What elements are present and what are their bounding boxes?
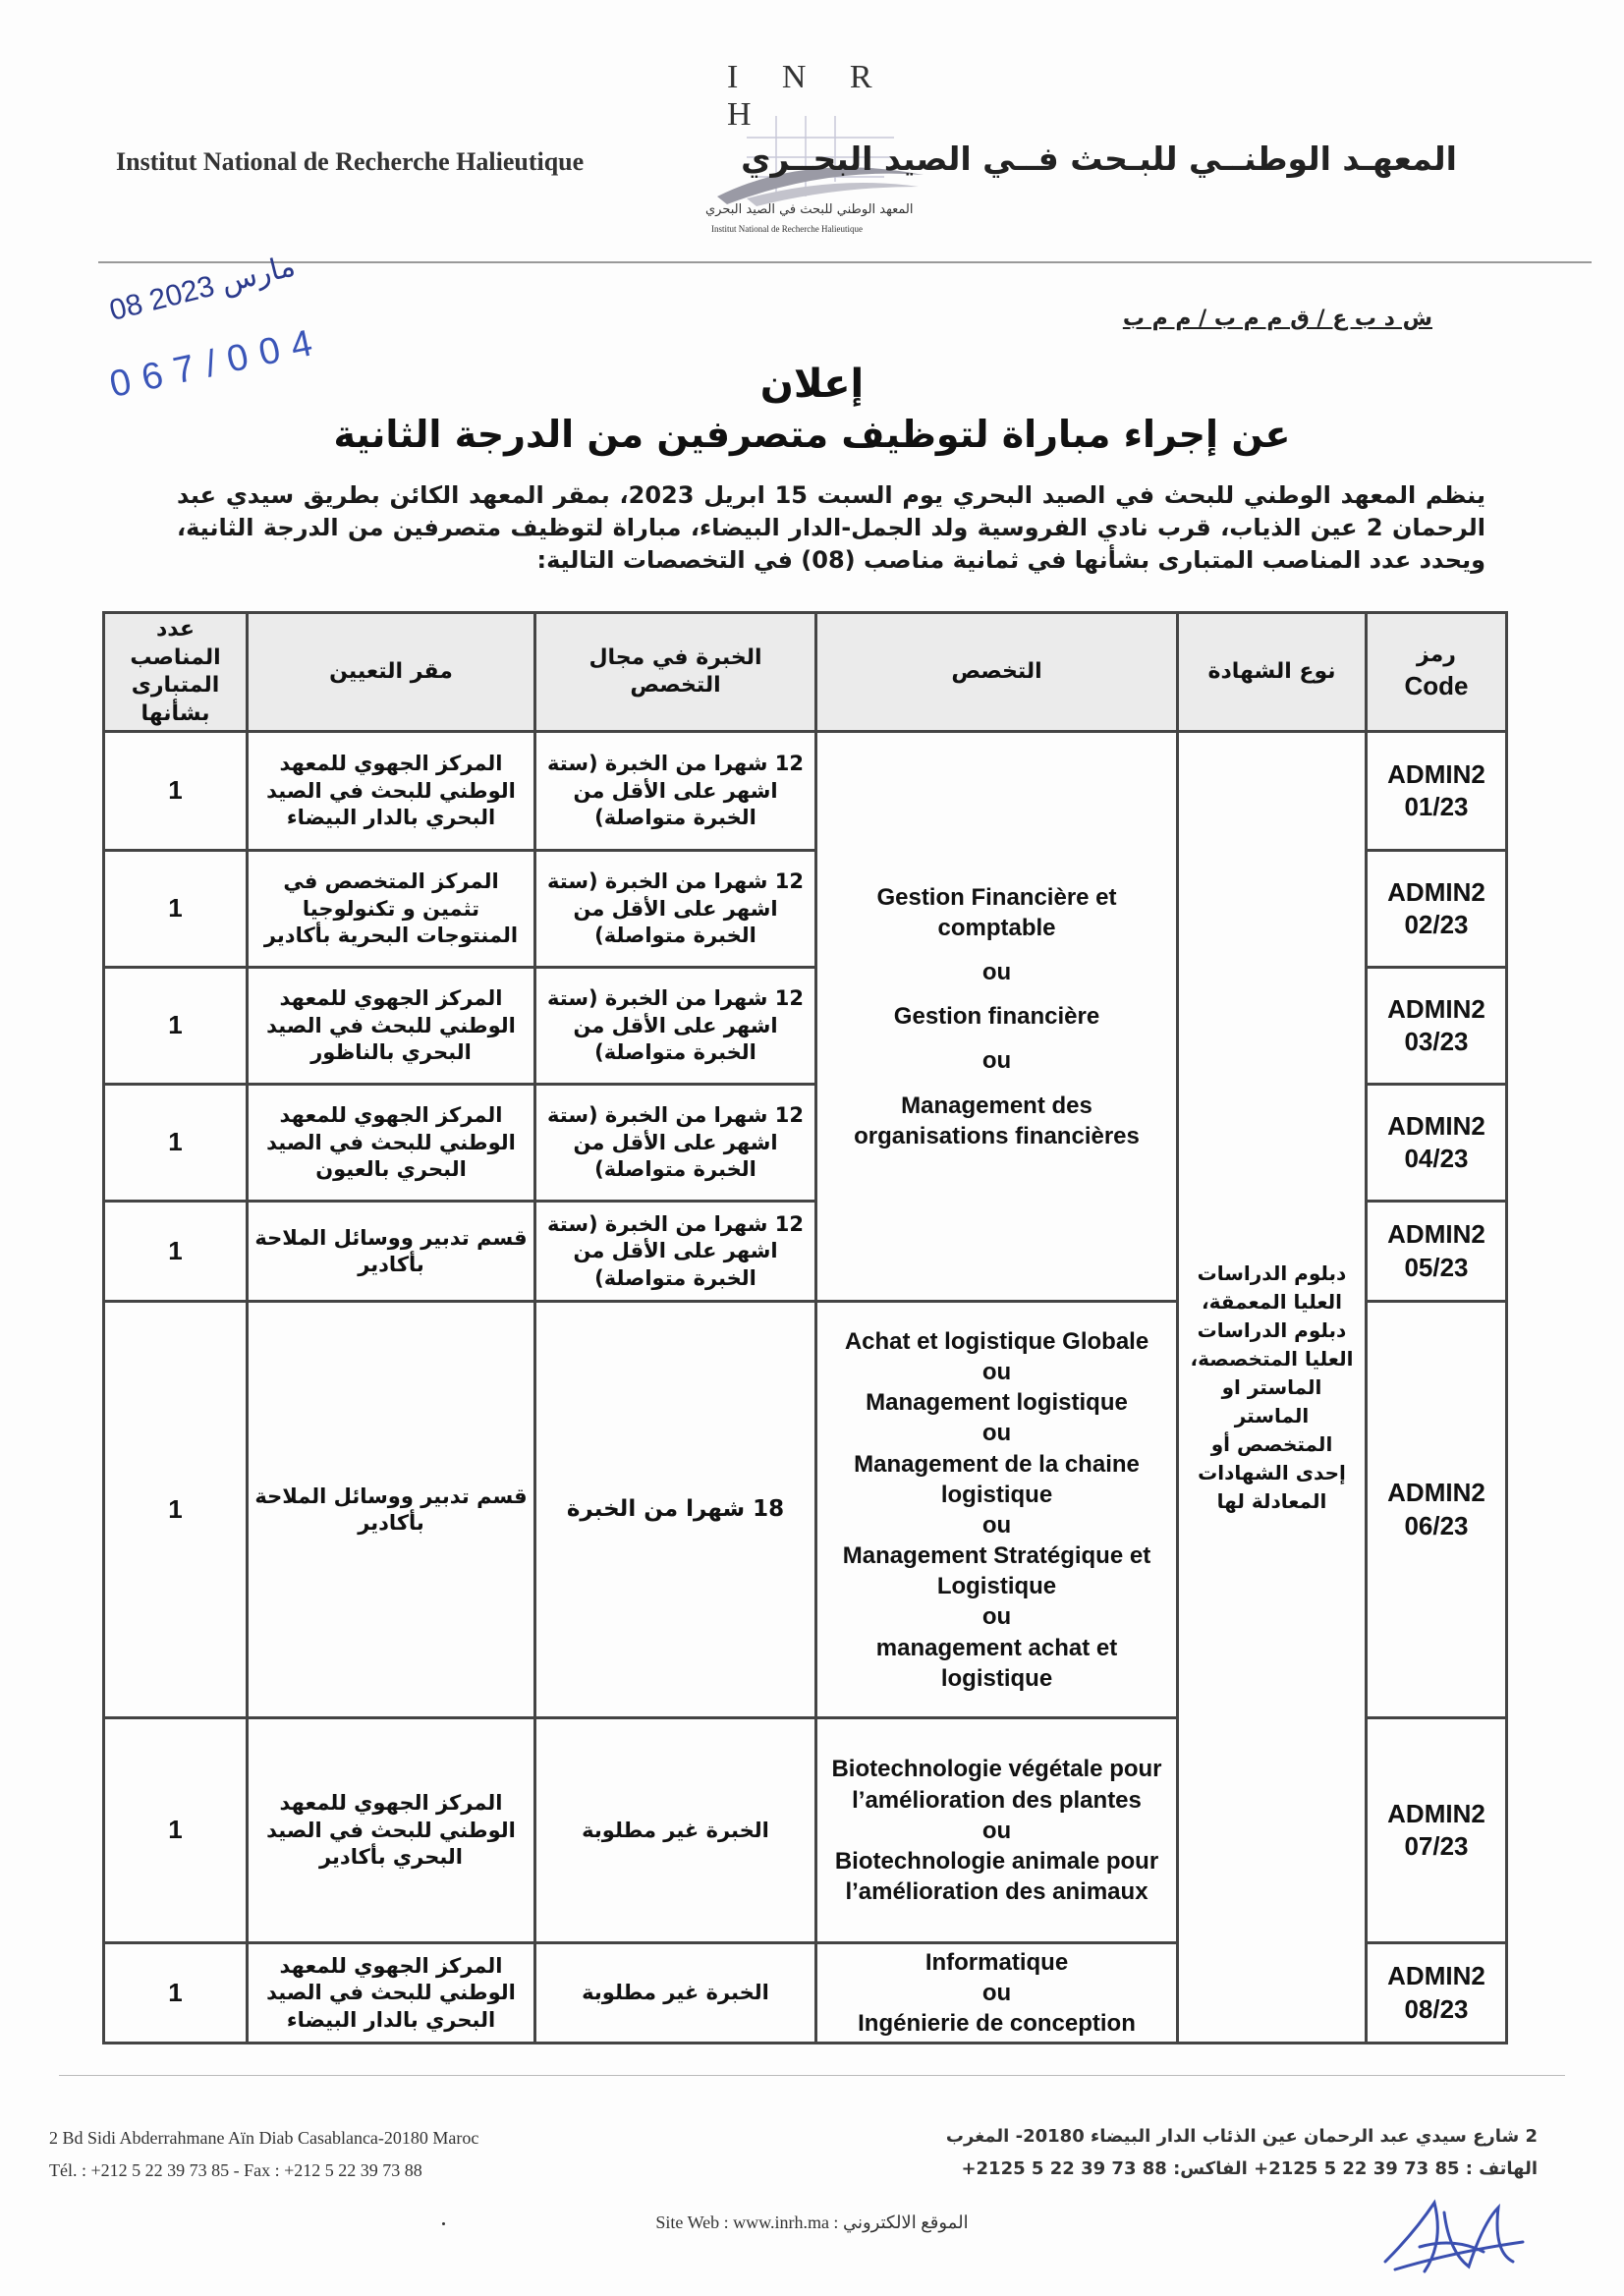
code-cell: ADMIN2 04/23 [1367, 1085, 1507, 1202]
specialty-line: Gestion financière [893, 1003, 1100, 1031]
footer-website: Site Web : www.inrh.ma : الموقع الالكتروني [655, 2212, 969, 2232]
stray-dot [442, 2222, 445, 2225]
positions-cell: 1 [104, 1202, 248, 1302]
logo-text-fr: Institut National de Recherche Halieutique [711, 224, 863, 234]
institute-name-ar: المعهـد الوطنــي للبـحث فــي الصيد البحــري [741, 140, 1457, 178]
specialty-line: Biotechnologie animale pour l’amélioration des animaux [834, 1847, 1159, 1906]
code-cell: ADMIN2 03/23 [1367, 968, 1507, 1085]
stamp-number: 067/004 [106, 319, 328, 407]
positions-cell: 1 [104, 1085, 248, 1202]
logo-graphic [688, 59, 933, 206]
positions-cell: 1 [104, 968, 248, 1085]
footer-contact-ar [946, 2120, 1538, 2185]
location-cell: المركز المتخصص في تثمين و تكنولوجيا المنتوجات البحرية بأكادير [248, 851, 535, 968]
code-cell: ADMIN2 07/23 [1367, 1718, 1507, 1943]
institute-name-fr: Institut National de Recherche Halieutique [116, 147, 585, 176]
footer-address-fr: 2 Bd Sidi Abderrahmane Aïn Diab Casablanca-20180 Maroc [49, 2128, 479, 2148]
announcement-subtitle: عن إجراء مباراة لتوظيف متصرفين من الدرجة الثانية [333, 413, 1291, 456]
diploma-cell: دبلوم الدراسات العليا المعمقة، دبلوم الدراسات العليا المتخصصة، الماستر او الماستر المتخصص أو إحدى الشهادات المعادلة لها [1178, 732, 1367, 2044]
specialty-line: Informatique [924, 1949, 1069, 1977]
specialty-or: ou [981, 1047, 1012, 1075]
experience-cell: 12 شهرا من الخبرة (ستة اشهر على الأقل من الخبرة متواصلة) [535, 732, 816, 851]
header-diploma: نوع الشهادة [1178, 613, 1367, 732]
positions-table [102, 611, 1508, 2044]
experience-cell: 12 شهرا من الخبرة (ستة اشهر على الأقل من الخبرة متواصلة) [535, 968, 816, 1085]
header-location: مقر التعيين [248, 613, 535, 732]
header-divider [98, 261, 1592, 263]
specialty-line: Achat et logistique Globale [844, 1327, 1149, 1355]
specialty-cell-biotech [816, 1718, 1178, 1943]
specialty-or: ou [981, 1420, 1012, 1447]
code-cell: ADMIN2 08/23 [1367, 1943, 1507, 2044]
specialty-or: ou [981, 1603, 1012, 1631]
footer-contact-fr [49, 2122, 478, 2187]
code-cell: ADMIN2 05/23 [1367, 1202, 1507, 1302]
header-code-fr: Code [1404, 670, 1469, 700]
location-cell: المركز الجهوي للمعهد الوطني للبحث في الصيد البحري بالدار البيضاء [248, 732, 535, 851]
location-cell: المركز الجهوي للمعهد الوطني للبحث في الصيد البحري بالعيون [248, 1085, 535, 1202]
specialty-line: Gestion Financière et comptable [876, 883, 1117, 941]
positions-cell: 1 [104, 1718, 248, 1943]
footer-phone-ar: الهاتف : 85 73 39 22 5 2125+ الفاكس: 88 73 39 22 5 2125+ [961, 2158, 1538, 2179]
positions-cell: 1 [104, 851, 248, 968]
specialty-or: ou [981, 959, 1012, 986]
footer-divider [59, 2075, 1565, 2076]
positions-cell: 1 [104, 1302, 248, 1718]
specialty-or: ou [981, 1511, 1012, 1539]
location-cell: المركز الجهوي للمعهد الوطني للبحث في الصيد البحري بأكادير [248, 1718, 535, 1943]
location-cell: قسم تدبير ووسائل الملاحة بأكادير [248, 1202, 535, 1302]
header-code-ar: رمز [1417, 642, 1456, 667]
specialty-line: Management logistique [866, 1389, 1128, 1417]
positions-cell: 1 [104, 732, 248, 851]
intro-paragraph: ينظم المعهد الوطني للبحث في الصيد البحري يوم السبت 15 ابريل 2023، بمقر المعهد الكائن بطريق سيدي عبد الرحمان 2 عين الذياب، قرب نادي الفروسية ولد الجمل-الدار البيضاء، مباراة لتوظيف متصرفين من الدرجة الثانية، ويحدد عدد المناصب المتبارى بشأنها في ثمانية مناصب (08) في التخصصات التالية: [177, 481, 1485, 574]
code-cell: ADMIN2 02/23 [1367, 851, 1507, 968]
location-cell: المركز الجهوي للمعهد الوطني للبحث في الصيد البحري بالناظور [248, 968, 535, 1085]
footer-address-ar: 2 شارع سيدي عبد الرحمان عين الذئاب الدار البيضاء 20180- المغرب [945, 2126, 1538, 2147]
specialty-line: Management des organisations financières [854, 1092, 1140, 1149]
specialty-line: Ingénierie de conception [858, 2010, 1136, 2038]
experience-cell: 18 شهرا من الخبرة [535, 1302, 816, 1718]
experience-cell: الخبرة غير مطلوبة [535, 1718, 816, 1943]
specialty-cell-finance [816, 732, 1178, 1302]
specialty-or: ou [981, 1358, 1012, 1385]
location-cell: المركز الجهوي للمعهد الوطني للبحث في الصيد البحري بالدار البيضاء [248, 1943, 535, 2044]
footer-phone-fr: Tél. : +212 5 22 39 73 85 - Fax : +212 5 22 39 73 88 [49, 2160, 422, 2180]
header-positions: عدد المناصب المتبارى بشأنها [104, 613, 248, 732]
experience-cell: الخبرة غير مطلوبة [535, 1943, 816, 2044]
experience-cell: 12 شهرا من الخبرة (ستة اشهر على الأقل من الخبرة متواصلة) [535, 1202, 816, 1302]
specialty-cell-logistics [816, 1302, 1178, 1718]
location-cell: قسم تدبير ووسائل الملاحة بأكادير [248, 1302, 535, 1718]
specialty-line: Management de la chaine logistique [854, 1450, 1140, 1508]
specialty-or: ou [981, 1980, 1012, 2007]
specialty-line: Management Stratégique et Logistique [842, 1542, 1151, 1600]
logo-letters: I N R H [727, 59, 890, 133]
header-experience: الخبرة في مجال التخصص [535, 613, 816, 732]
specialty-line: management achat et logistique [875, 1634, 1118, 1692]
specialty-cell-info [816, 1943, 1178, 2044]
table-header-row [104, 613, 1507, 732]
stamp-date: 08 مارس 2023 [106, 250, 299, 327]
announcement-title: إعلان [759, 362, 865, 407]
reference-code: ش د ب ع / ق م م ب / م م ب [1122, 307, 1432, 331]
code-cell: ADMIN2 06/23 [1367, 1302, 1507, 1718]
experience-cell: 12 شهرا من الخبرة (ستة اشهر على الأقل من الخبرة متواصلة) [535, 851, 816, 968]
specialty-line: Biotechnologie végétale pour l’amélioration des plantes [831, 1756, 1162, 1814]
header-specialty: التخصص [816, 613, 1178, 732]
table-row [104, 732, 1507, 851]
code-cell: ADMIN2 01/23 [1367, 732, 1507, 851]
specialty-or: ou [981, 1817, 1012, 1844]
logo-text-ar: المعهد الوطني للبحث في الصيد البحري [705, 202, 914, 217]
positions-cell: 1 [104, 1943, 248, 2044]
experience-cell: 12 شهرا من الخبرة (ستة اشهر على الأقل من الخبرة متواصلة) [535, 1085, 816, 1202]
signature-icon [1375, 2183, 1533, 2281]
header-code [1367, 613, 1507, 732]
